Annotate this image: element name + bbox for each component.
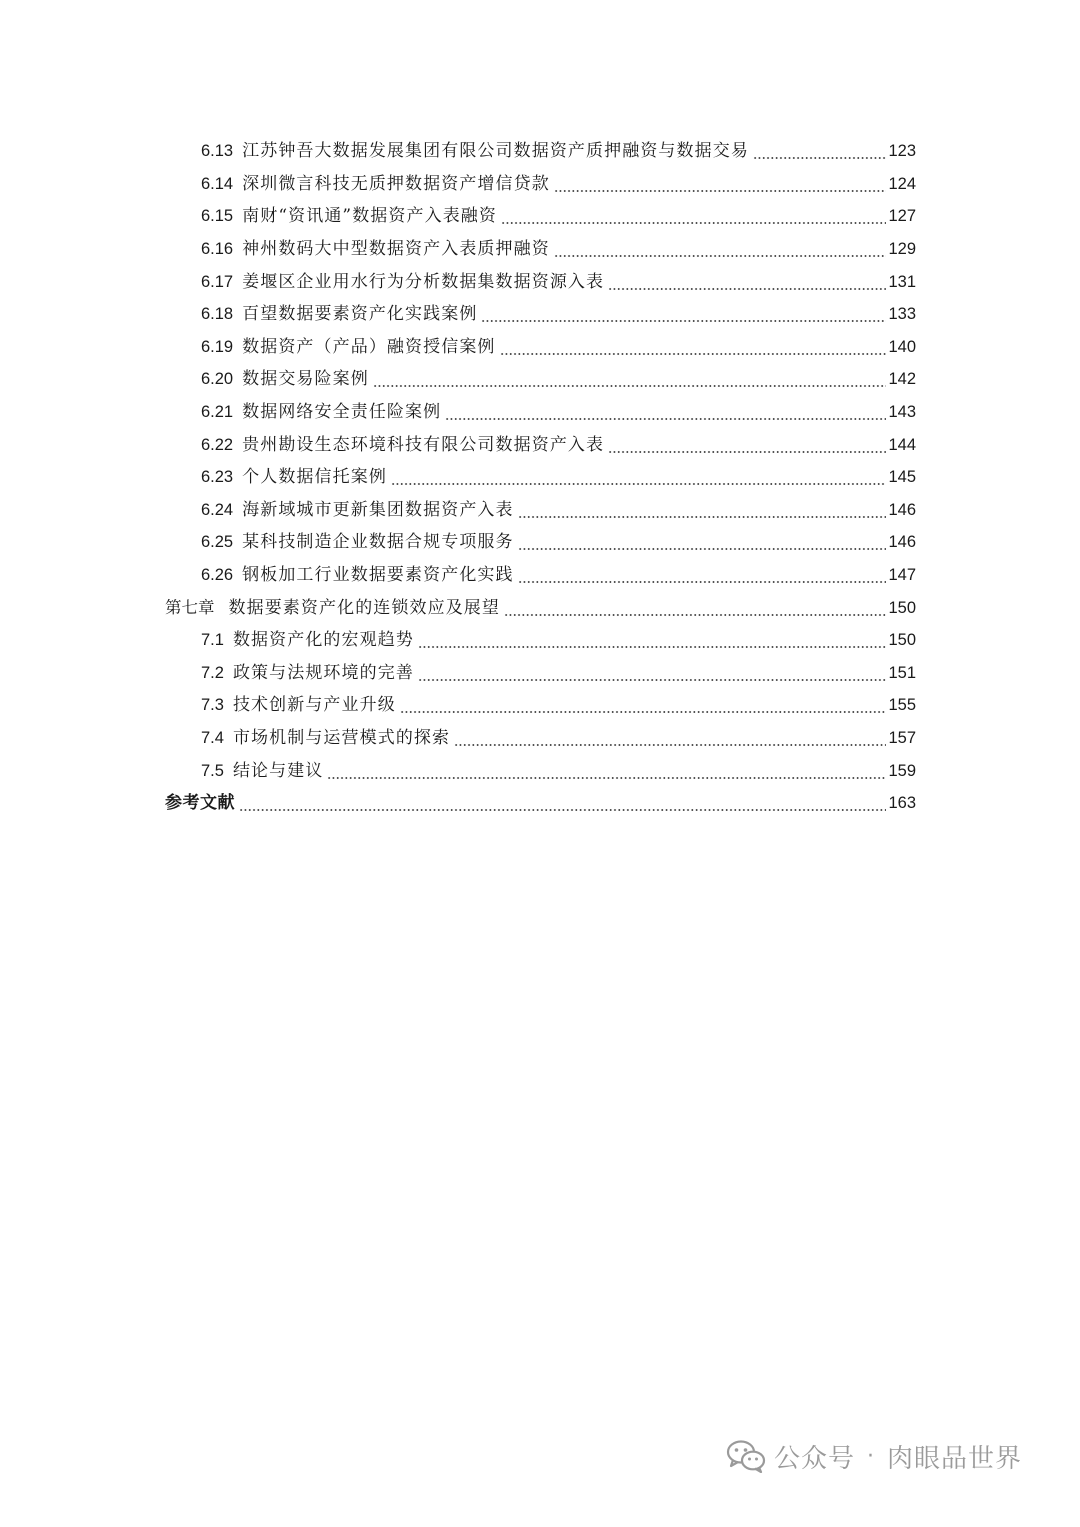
- toc-entry[interactable]: [0, 559, 1080, 592]
- watermark-prefix: 公众号: [774, 1443, 856, 1474]
- toc-entry-page: 123: [888, 142, 916, 161]
- toc-entry-page: 146: [888, 500, 916, 519]
- toc-entry-number: 6.24: [201, 500, 234, 519]
- toc-dot-leader: [500, 353, 886, 355]
- toc-dot-leader: [418, 646, 886, 648]
- toc-entry-page: 146: [888, 533, 916, 552]
- toc-entry-page: 155: [888, 696, 916, 715]
- toc-entry-page: 124: [888, 174, 916, 193]
- toc-entry-number: 7.4: [201, 728, 224, 747]
- toc-entry-page: 147: [888, 566, 916, 585]
- wechat-icon: [726, 1439, 766, 1473]
- toc-entry[interactable]: [0, 233, 1080, 266]
- toc-entry[interactable]: [0, 624, 1080, 657]
- toc-entry-title: 钢板加工行业数据要素资产化实践: [242, 565, 514, 586]
- toc-dot-leader: [327, 777, 886, 779]
- toc-entry-page: 163: [888, 794, 916, 813]
- toc-entry-title: 贵州勘设生态环境科技有限公司数据资产入表: [242, 434, 605, 455]
- toc-entry[interactable]: [0, 657, 1080, 690]
- toc-dot-leader: [400, 711, 886, 713]
- toc-entry-number: 6.16: [201, 240, 234, 259]
- toc-entry-title: 政策与法规环境的完善: [232, 662, 414, 683]
- toc-entry-page: 150: [888, 598, 916, 617]
- toc-entry[interactable]: [0, 363, 1080, 396]
- toc-entry-page: 127: [888, 207, 916, 226]
- toc-dot-leader: [239, 809, 886, 811]
- toc-entry-title: 参考文献: [165, 793, 235, 814]
- toc-entry-number: 6.20: [201, 370, 234, 389]
- toc-entry-title: 百望数据要素资产化实践案例: [242, 304, 478, 325]
- toc-entry-page: 151: [888, 663, 916, 682]
- toc-entry-page: 157: [888, 728, 916, 747]
- toc-entry[interactable]: [0, 494, 1080, 527]
- toc-entry-number: 6.22: [201, 435, 234, 454]
- toc-entry-title: 数据交易险案例: [242, 369, 369, 390]
- toc-dot-leader: [418, 679, 886, 681]
- toc-entry[interactable]: [0, 331, 1080, 364]
- toc-entry[interactable]: [0, 591, 1080, 624]
- toc-entry[interactable]: [0, 265, 1080, 298]
- toc-entry-title: 个人数据信托案例: [242, 467, 387, 488]
- toc-entry-number: 6.26: [201, 566, 234, 585]
- toc-entry-number: 6.23: [201, 468, 234, 487]
- toc-entry-title: 某科技制造企业数据合规专项服务: [242, 532, 514, 553]
- toc-entry-number: 6.13: [201, 142, 234, 161]
- toc-entry-number: 6.17: [201, 272, 234, 291]
- toc-entry-title: 数据网络安全责任险案例: [242, 402, 442, 423]
- toc-entry-page: 142: [888, 370, 916, 389]
- toc-entry-title: 神州数码大中型数据资产入表质押融资: [242, 239, 550, 260]
- toc-dot-leader: [518, 581, 886, 583]
- toc-entry[interactable]: [0, 787, 1080, 820]
- toc-entry[interactable]: [0, 461, 1080, 494]
- toc-entry-title: 市场机制与运营模式的探索: [232, 727, 451, 748]
- toc-dot-leader: [445, 418, 886, 420]
- toc-entry-number: 第七章: [165, 597, 215, 617]
- toc-entry-number: 6.25: [201, 533, 234, 552]
- toc-entry-number: 6.18: [201, 305, 234, 324]
- toc-dot-leader: [504, 614, 886, 616]
- toc-entry-number: 7.1: [201, 631, 224, 650]
- toc-entry-title: 数据资产化的宏观趋势: [232, 630, 414, 651]
- toc-entry-number: 7.2: [201, 663, 224, 682]
- toc-entry-title: 深圳微言科技无质押数据资产增信贷款: [242, 173, 550, 194]
- toc-entry-title: 技术创新与产业升级: [232, 695, 396, 716]
- toc-entry-page: 159: [888, 761, 916, 780]
- toc-entry-page: 145: [888, 468, 916, 487]
- toc-dot-leader: [608, 451, 886, 453]
- toc-dot-leader: [501, 222, 886, 224]
- toc-entry-page: 144: [888, 435, 916, 454]
- toc-entry-title: 结论与建议: [232, 760, 324, 781]
- toc-dot-leader: [391, 483, 886, 485]
- toc-dot-leader: [518, 548, 886, 550]
- toc-dot-leader: [481, 320, 886, 322]
- toc-entry[interactable]: [0, 689, 1080, 722]
- toc-dot-leader: [608, 288, 886, 290]
- toc-entry-number: 6.15: [201, 207, 234, 226]
- toc-entry-page: 150: [888, 631, 916, 650]
- toc-entry-number: 6.19: [201, 337, 234, 356]
- table-of-contents: [0, 135, 1080, 819]
- toc-entry-number: 7.5: [201, 761, 224, 780]
- toc-entry[interactable]: [0, 298, 1080, 331]
- toc-entry-title: 南财“资讯通”数据资产入表融资: [242, 206, 498, 227]
- toc-entry[interactable]: [0, 754, 1080, 787]
- toc-entry-page: 140: [888, 337, 916, 356]
- toc-entry-page: 131: [888, 272, 916, 291]
- toc-entry-title: 数据要素资产化的连锁效应及展望: [228, 597, 500, 618]
- toc-entry-page: 143: [888, 403, 916, 422]
- toc-entry-title: 数据资产（产品）融资授信案例: [242, 336, 496, 357]
- toc-entry-number: 6.21: [201, 403, 234, 422]
- toc-entry[interactable]: [0, 200, 1080, 233]
- toc-dot-leader: [554, 255, 886, 257]
- toc-entry-page: 129: [888, 240, 916, 259]
- toc-entry-page: 133: [888, 305, 916, 324]
- toc-entry[interactable]: [0, 396, 1080, 429]
- toc-entry[interactable]: [0, 168, 1080, 201]
- toc-dot-leader: [518, 516, 886, 518]
- watermark-account: 肉眼品世界: [887, 1443, 1023, 1474]
- watermark: [726, 1434, 1022, 1478]
- watermark-separator: ·: [867, 1443, 876, 1469]
- toc-entry-title: 江苏钟吾大数据发展集团有限公司数据资产质押融资与数据交易: [242, 141, 749, 162]
- toc-dot-leader: [554, 190, 886, 192]
- toc-dot-leader: [454, 744, 886, 746]
- toc-dot-leader: [373, 385, 886, 387]
- toc-entry[interactable]: [0, 526, 1080, 559]
- toc-entry-number: 7.3: [201, 696, 224, 715]
- toc-entry-number: 6.14: [201, 174, 234, 193]
- toc-entry-title: 姜堰区企业用水行为分析数据集数据资源入表: [242, 271, 605, 292]
- toc-entry-title: 海新域城市更新集团数据资产入表: [242, 499, 514, 520]
- toc-entry[interactable]: [0, 722, 1080, 755]
- toc-entry[interactable]: [0, 428, 1080, 461]
- toc-dot-leader: [753, 157, 886, 159]
- toc-entry[interactable]: [0, 135, 1080, 168]
